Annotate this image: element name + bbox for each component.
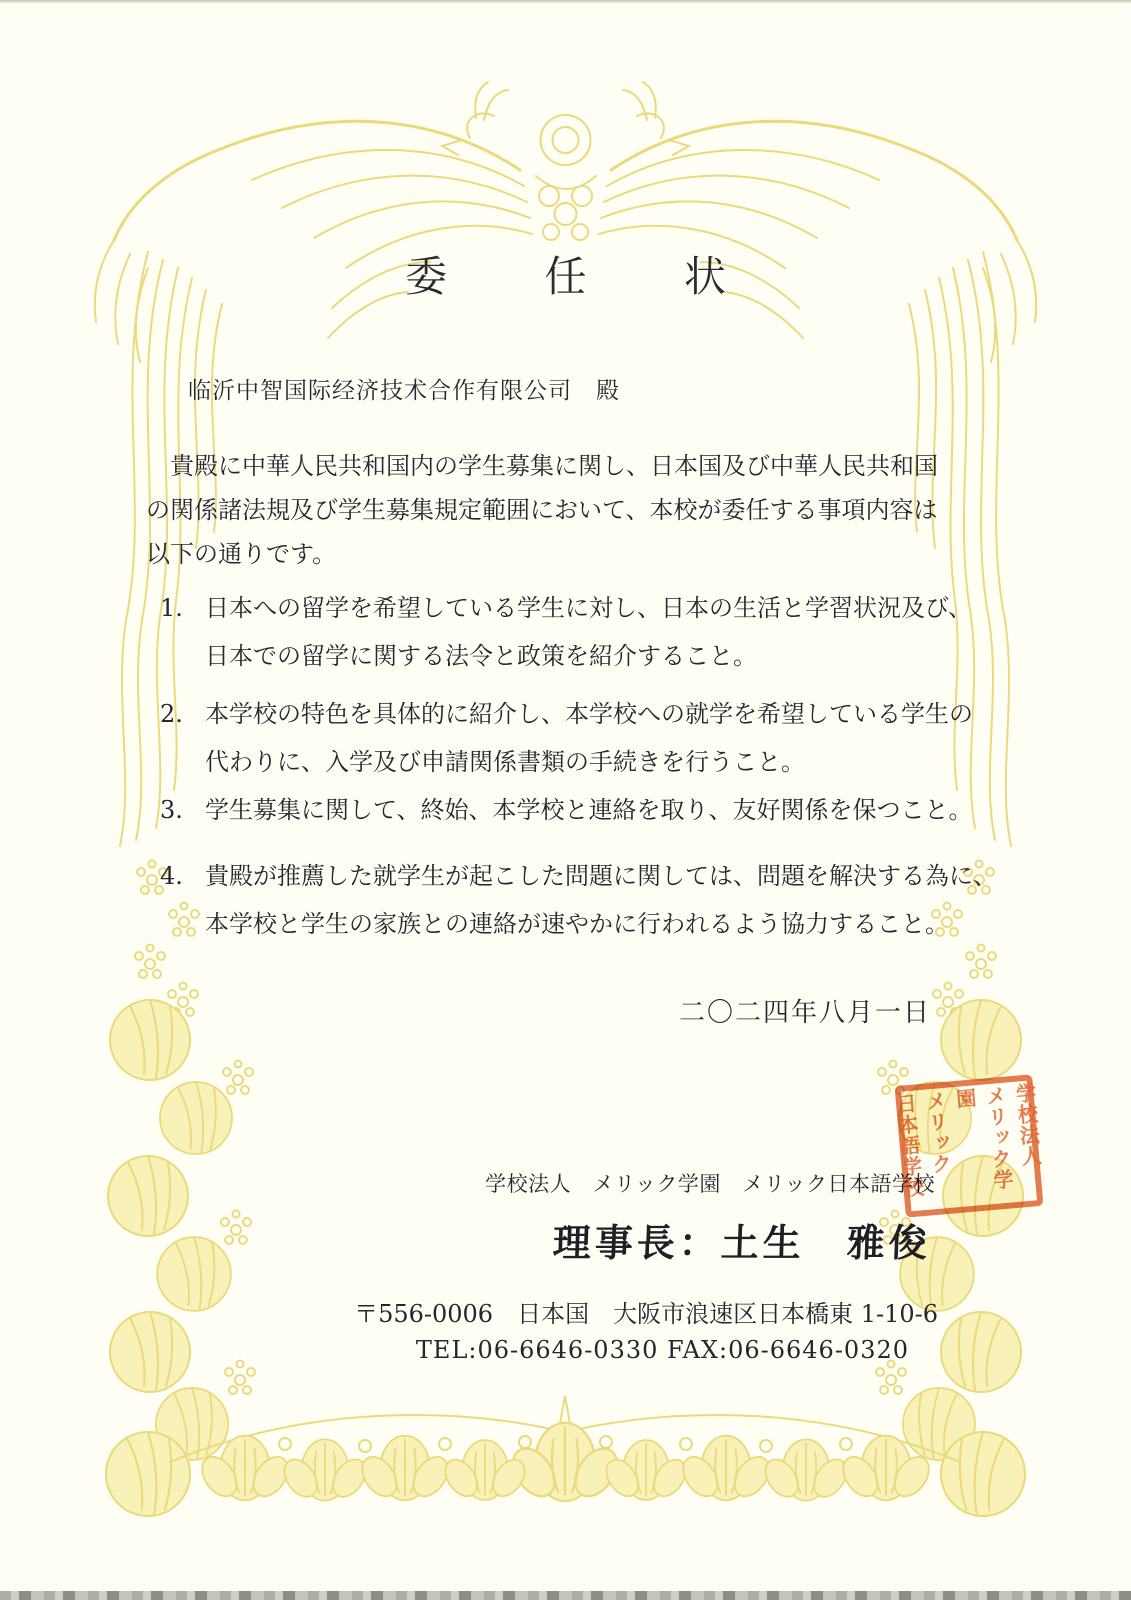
intro-line: 以下の通りです。	[146, 540, 337, 568]
seal-column: 日本語学校	[892, 1092, 926, 1200]
delegation-item-4	[160, 852, 997, 948]
delegation-item-2	[160, 690, 973, 786]
scan-edge-bottom	[0, 1591, 1131, 1600]
item-number: 1.	[160, 594, 183, 622]
seal-column: メリック学園	[951, 1084, 1015, 1192]
item-line: 貴殿が推薦した就学生が起こした問題に関しては、問題を解決する為に、	[205, 862, 997, 890]
seal-column: 学校法人	[1011, 1081, 1043, 1168]
item-number: 2.	[160, 700, 183, 728]
date-line: 二〇二四年八月一日	[678, 998, 931, 1028]
delegation-item-1	[160, 584, 972, 680]
item-number: 3.	[160, 796, 183, 824]
item-line: 本学校と学生の家族との連絡が速やかに行われるよう協力すること。	[205, 910, 949, 938]
intro-line: の関係諸法規及び学生募集規定範囲において、本校が委任する事項内容は	[146, 496, 938, 524]
seal-column: メリック	[922, 1089, 954, 1176]
item-number: 4.	[160, 862, 183, 890]
item-line: 日本への留学を希望している学生に対し、日本の生活と学習状況及び、	[205, 594, 973, 622]
scan-edge-top	[0, 0, 1131, 3]
school-seal-stamp	[892, 1074, 1044, 1218]
item-line: 日本での留学に関する法令と政策を紹介すること。	[205, 642, 757, 670]
intro-paragraph	[146, 444, 938, 576]
item-line: 代わりに、入学及び申請関係書類の手続きを行うこと。	[205, 748, 805, 776]
recipient-line: 临沂中智国际经济技术合作有限公司 殿	[188, 378, 620, 404]
item-line: 学生募集に関して、終始、本学校と連絡を取り、友好関係を保つこと。	[205, 796, 973, 824]
tel-fax-line: TEL:06-6646-0330 FAX:06-6646-0320	[415, 1336, 909, 1364]
document-title: 委 任 状	[405, 252, 768, 301]
seal-text	[889, 1082, 1049, 1211]
address-line: 〒556-0006 日本国 大阪市浪速区日本橋東 1-10-6	[354, 1300, 938, 1328]
chairman-signature-line: 理事長：土生 雅俊	[552, 1220, 932, 1265]
school-name-line: 学校法人 メリック学園 メリック日本語学校	[485, 1172, 935, 1196]
delegation-item-3	[160, 786, 973, 834]
intro-line: 貴殿に中華人民共和国内の学生募集に関し、日本国及び中華人民共和国	[170, 452, 938, 480]
item-line: 本学校の特色を具体的に紹介し、本学校への就学を希望している学生の	[205, 700, 973, 728]
